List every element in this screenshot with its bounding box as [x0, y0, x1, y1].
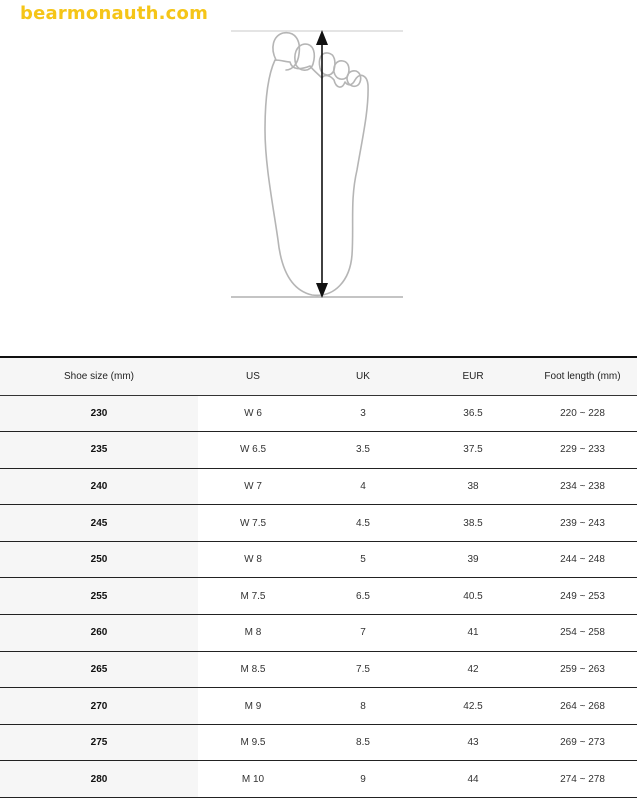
cell-us: M 9	[198, 688, 308, 725]
cell-uk: 7	[308, 615, 418, 652]
cell-shoe-size: 260	[0, 615, 198, 652]
cell-foot-length: 274 ~ 278	[528, 761, 637, 798]
cell-eur: 41	[418, 615, 528, 652]
cell-eur: 39	[418, 541, 528, 578]
cell-uk: 8	[308, 688, 418, 725]
cell-shoe-size: 230	[0, 395, 198, 432]
table-row	[0, 688, 637, 725]
table-header-row	[0, 357, 637, 395]
cell-us: M 9.5	[198, 724, 308, 761]
table-row	[0, 395, 637, 432]
cell-foot-length: 254 ~ 258	[528, 615, 637, 652]
header-foot-length: Foot length (mm)	[528, 357, 637, 395]
cell-us: W 7	[198, 468, 308, 505]
table-row	[0, 724, 637, 761]
cell-uk: 5	[308, 541, 418, 578]
cell-us: W 6	[198, 395, 308, 432]
cell-eur: 38.5	[418, 505, 528, 542]
table-row	[0, 505, 637, 542]
cell-foot-length: 269 ~ 273	[528, 724, 637, 761]
cell-eur: 44	[418, 761, 528, 798]
foot-measurement-illustration	[0, 0, 644, 320]
cell-us: M 8	[198, 615, 308, 652]
table-row	[0, 615, 637, 652]
cell-shoe-size: 280	[0, 761, 198, 798]
cell-uk: 4	[308, 468, 418, 505]
watermark-text: bearmonauth.com	[20, 3, 209, 24]
header-us: US	[198, 357, 308, 395]
cell-eur: 40.5	[418, 578, 528, 615]
cell-shoe-size: 235	[0, 432, 198, 469]
cell-shoe-size: 265	[0, 651, 198, 688]
cell-eur: 37.5	[418, 432, 528, 469]
cell-shoe-size: 250	[0, 541, 198, 578]
table-row	[0, 651, 637, 688]
table-row	[0, 432, 637, 469]
table-row	[0, 468, 637, 505]
cell-shoe-size: 255	[0, 578, 198, 615]
header-eur: EUR	[418, 357, 528, 395]
table-row	[0, 578, 637, 615]
table-row	[0, 541, 637, 578]
cell-uk: 6.5	[308, 578, 418, 615]
header-uk: UK	[308, 357, 418, 395]
cell-us: W 7.5	[198, 505, 308, 542]
cell-shoe-size: 275	[0, 724, 198, 761]
cell-uk: 7.5	[308, 651, 418, 688]
cell-uk: 4.5	[308, 505, 418, 542]
table-row	[0, 761, 637, 798]
cell-foot-length: 244 ~ 248	[528, 541, 637, 578]
cell-foot-length: 239 ~ 243	[528, 505, 637, 542]
cell-foot-length: 234 ~ 238	[528, 468, 637, 505]
cell-eur: 43	[418, 724, 528, 761]
cell-us: M 10	[198, 761, 308, 798]
cell-uk: 9	[308, 761, 418, 798]
header-shoe-size: Shoe size (mm)	[0, 357, 198, 395]
cell-foot-length: 220 ~ 228	[528, 395, 637, 432]
cell-uk: 8.5	[308, 724, 418, 761]
cell-uk: 3.5	[308, 432, 418, 469]
cell-eur: 42.5	[418, 688, 528, 725]
cell-foot-length: 264 ~ 268	[528, 688, 637, 725]
cell-shoe-size: 270	[0, 688, 198, 725]
cell-eur: 38	[418, 468, 528, 505]
cell-eur: 36.5	[418, 395, 528, 432]
cell-us: M 7.5	[198, 578, 308, 615]
cell-foot-length: 229 ~ 233	[528, 432, 637, 469]
cell-us: M 8.5	[198, 651, 308, 688]
foot-outline-icon	[265, 33, 368, 296]
cell-uk: 3	[308, 395, 418, 432]
cell-us: W 6.5	[198, 432, 308, 469]
cell-shoe-size: 245	[0, 505, 198, 542]
cell-foot-length: 249 ~ 253	[528, 578, 637, 615]
cell-shoe-size: 240	[0, 468, 198, 505]
double-arrow-icon	[316, 30, 328, 298]
cell-foot-length: 259 ~ 263	[528, 651, 637, 688]
size-chart-table	[0, 356, 637, 798]
cell-eur: 42	[418, 651, 528, 688]
cell-us: W 8	[198, 541, 308, 578]
